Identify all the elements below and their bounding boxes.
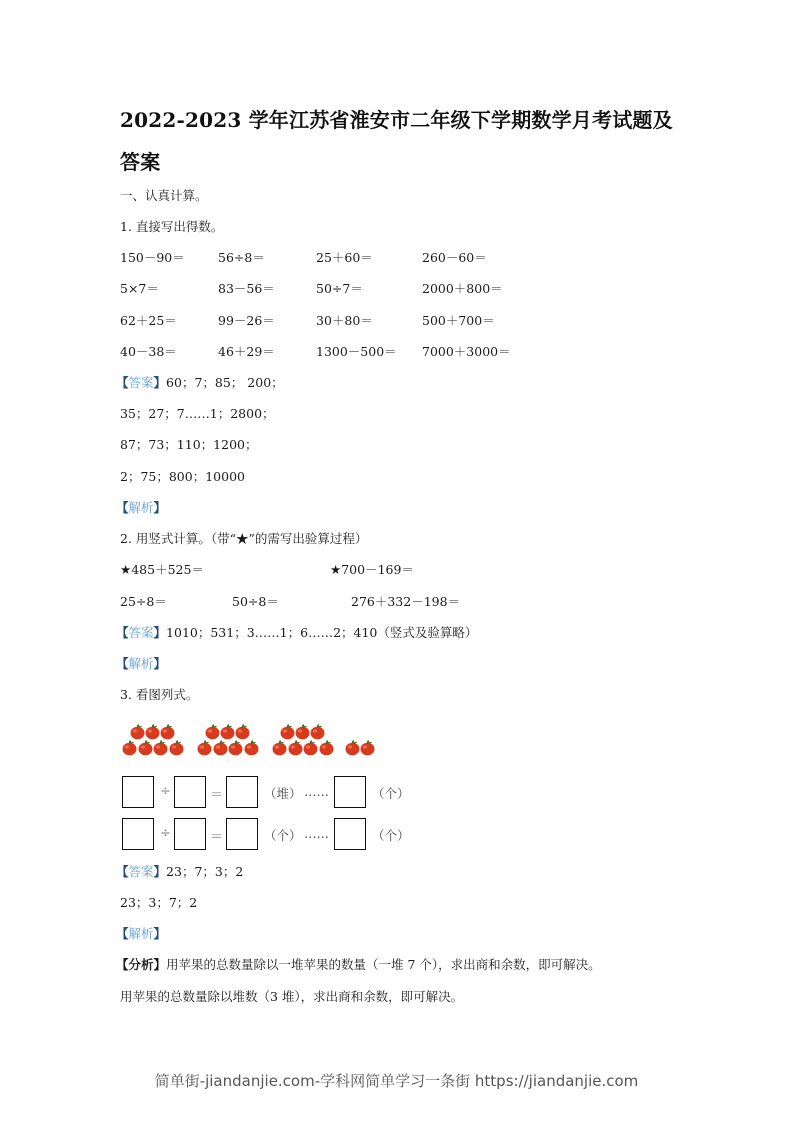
fenxi-line-1 <box>116 957 601 973</box>
apple-heap <box>123 725 184 756</box>
answer-box-divisor[interactable] <box>174 818 206 850</box>
answer-text: 2；75；800；10000 <box>120 469 245 484</box>
answer-label: 【答案】 <box>116 375 167 390</box>
answer-box-remainder[interactable] <box>334 776 366 808</box>
calc-item: 30＋80＝ <box>316 313 373 328</box>
calc-item: 276＋332－198＝ <box>351 594 461 609</box>
document-title-line1: 2022-2023 学年江苏省淮安市二年级下学期数学月考试题及 <box>120 108 673 132</box>
answer-text: 23；3；7；2 <box>120 895 198 910</box>
remainder-unit: （个） <box>372 786 410 801</box>
section-heading: 一、认真计算。 <box>120 188 208 203</box>
calc-item: ★485＋525＝ <box>120 562 204 577</box>
calc-item: 5×7＝ <box>120 281 159 296</box>
calc-item: 500＋700＝ <box>422 313 495 328</box>
remainder-dots: …… <box>304 784 329 799</box>
calc-item: 56÷8＝ <box>218 250 265 265</box>
equals-sign: ＝ <box>210 788 224 803</box>
calc-item: 25＋60＝ <box>316 250 373 265</box>
analysis-label: 【解析】 <box>116 500 167 515</box>
fenxi-line-2: 用苹果的总数量除以堆数（3 堆），求出商和余数，即可解决。 <box>120 989 464 1004</box>
answer-box-dividend[interactable] <box>122 818 154 850</box>
answer-box-dividend[interactable] <box>122 776 154 808</box>
analysis-label: 【解析】 <box>116 656 167 671</box>
answer-box-quotient[interactable] <box>226 776 258 808</box>
calc-item: 260－60＝ <box>422 250 487 265</box>
calc-item: 83－56＝ <box>218 281 275 296</box>
answer-text: 60；7；85； 200； <box>166 375 284 390</box>
calc-item: 99－26＝ <box>218 313 275 328</box>
answer-text: 23；7；3；2 <box>166 864 244 879</box>
quotient-unit: （堆） <box>264 786 302 801</box>
answer-text: 1010；531；3……1；6……2；410（竖式及验算略） <box>166 625 478 640</box>
answer-label: 【答案】 <box>116 625 167 640</box>
calc-item: 150－90＝ <box>120 250 185 265</box>
calc-item: 40－38＝ <box>120 344 177 359</box>
document-title-line2: 答案 <box>120 150 161 174</box>
calc-item: 7000＋3000＝ <box>422 344 511 359</box>
apple-heap <box>198 725 259 756</box>
calc-item: ★700－169＝ <box>330 562 414 577</box>
calc-item: 46＋29＝ <box>218 344 275 359</box>
footer-watermark: 简单街-jiandanjie.com-学科网简单学习一条街 https://jiandanjie.com <box>154 1072 639 1090</box>
answer-box-divisor[interactable] <box>174 776 206 808</box>
fenxi-label: 【分析】 <box>116 957 167 972</box>
calc-item: 1300－500＝ <box>316 344 397 359</box>
calc-item: 25÷8＝ <box>120 594 167 609</box>
divide-sign: ÷ <box>160 784 171 799</box>
q3-answer-line <box>116 864 243 880</box>
remainder-unit: （个） <box>372 828 410 843</box>
calc-item: 2000＋800＝ <box>422 281 503 296</box>
fenxi-text: 用苹果的总数量除以一堆苹果的数量（一堆 7 个），求出商和余数，即可解决。 <box>166 957 601 972</box>
answer-box-remainder[interactable] <box>334 818 366 850</box>
answer-text: 87；73；110；1200； <box>120 437 258 452</box>
q1-prompt: 1. 直接写出得数。 <box>120 219 224 234</box>
divide-sign: ÷ <box>160 826 171 841</box>
q3-prompt: 3. 看图列式。 <box>120 687 199 702</box>
calc-item: 50÷8＝ <box>232 594 279 609</box>
q2-prompt: 2. 用竖式计算。（带“★”的需写出验算过程） <box>120 531 368 546</box>
remainder-dots: …… <box>304 826 329 841</box>
calc-item: 50÷7＝ <box>316 281 363 296</box>
analysis-label: 【解析】 <box>116 926 167 941</box>
apple-heap <box>273 725 334 756</box>
calc-item: 62＋25＝ <box>120 313 177 328</box>
answer-label: 【答案】 <box>116 864 167 879</box>
answer-text: 35；27；7……1；2800； <box>120 406 275 421</box>
answer-box-quotient[interactable] <box>226 818 258 850</box>
equals-sign: ＝ <box>210 830 224 845</box>
loose-apples <box>346 741 375 756</box>
quotient-unit: （个） <box>264 828 302 843</box>
